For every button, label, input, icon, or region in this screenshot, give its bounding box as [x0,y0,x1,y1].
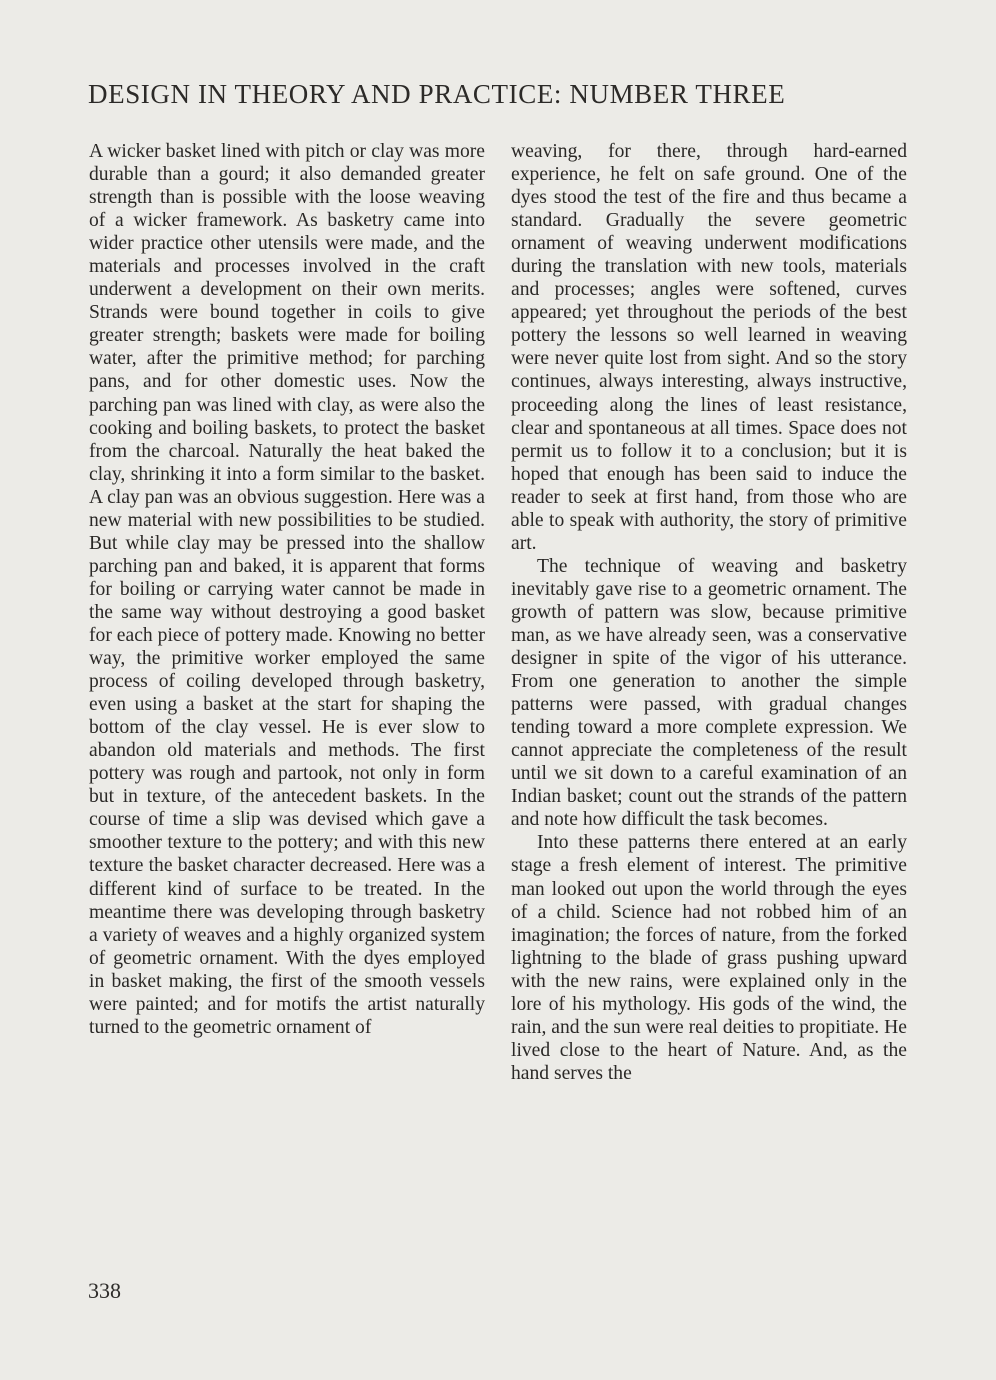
paragraph: Into these patterns there entered at an early stage a fresh element of interest. The primitive man looked out upon the world through the eyes of a child. Science had not robbed him of an imagination; the forces of nature, from the forked lightning to the blade of grass pushing upward with the new rains, were explained only in the lore of his mythology. His gods of the wind, the rain, and the sun were real deities to propitiate. He lived close to the heart of Nature. And, as the hand serves the [511,832,907,1084]
paragraph: The technique of weaving and basketry inevitably gave rise to a geometric ornament. The growth of pattern was slow, because primitive man, as we have already seen, was a conservative designer in spite of the vigor of his utterance. From one generation to another the simple patterns were passed, with gradual changes tending toward a more complete expression. We cannot appreciate the completeness of the result until we sit down to a careful examination of an Indian basket; count out the strands of the pattern and note how difficult the task becomes. [511,555,907,831]
paragraph: weaving, for there, through hard-earned experience, he felt on safe ground. One of the dyes stood the test of the fire and thus became a standard. Gradually the severe geometric ornament of weaving underwent modifications during the translation with new tools, materials and processes; angles were softened, curves appeared; yet throughout the periods of the best pottery the lessons so well learned in weaving were never quite lost from sight. And so the story continues, always interesting, always instructive, proceeding along the lines of least resistance, clear and spontaneous at all times. Space does not permit us to follow it to a conclusion; but it is hoped that enough has been said to induce the reader to seek at first hand, from those who are able to speak with authority, the story of primitive art. [511,141,907,554]
paragraph: A wicker basket lined with pitch or clay was more durable than a gourd; it also demanded greater strength than is possible with the loose weaving of a wicker framework. As basketry came into wider practice other utensils were made, and the materials and processes involved in the craft underwent a development on their own merits. Strands were bound together in coils to give greater strength; baskets were made for boiling water, after the primitive method; for parching pans, and for other domestic uses. Now the parching pan was lined with clay, as were also the cooking and boiling baskets, to protect the basket from the charcoal. Naturally the heat baked the clay, shrinking it into a form similar to the basket. A clay pan was an obvious suggestion. Here was a new material with new possibilities to be studied. But while clay may be pressed into the shallow parching pan and baked, it is apparent that forms for boiling or carrying water cannot be made in the same way without destroying a good basket for each piece of pottery made. Knowing no better way, the primitive worker employed the same process of coiling developed through basketry, even using a basket at the start for shaping the bottom of the clay vessel. He is ever slow to abandon old materials and methods. The first pottery was rough and partook, not only in form but in texture, of the antecedent baskets. In the course of time a slip was devised which gave a smoother texture to the pottery; and with this new texture the basket character decreased. Here was a different kind of surface to be treated. In the meantime there was developing through basketry a variety of weaves and a highly organized system of geometric ornament. With the dyes employed in basket making, the first of the smooth vessels were painted; and for motifs the artist naturally turned to the geometric ornament of [89,141,485,1038]
right-column [511,140,907,1085]
left-column [89,140,485,1039]
page-number: 338 [88,1278,121,1303]
running-header: DESIGN IN THEORY AND PRACTICE: NUMBER THREE [88,79,786,109]
